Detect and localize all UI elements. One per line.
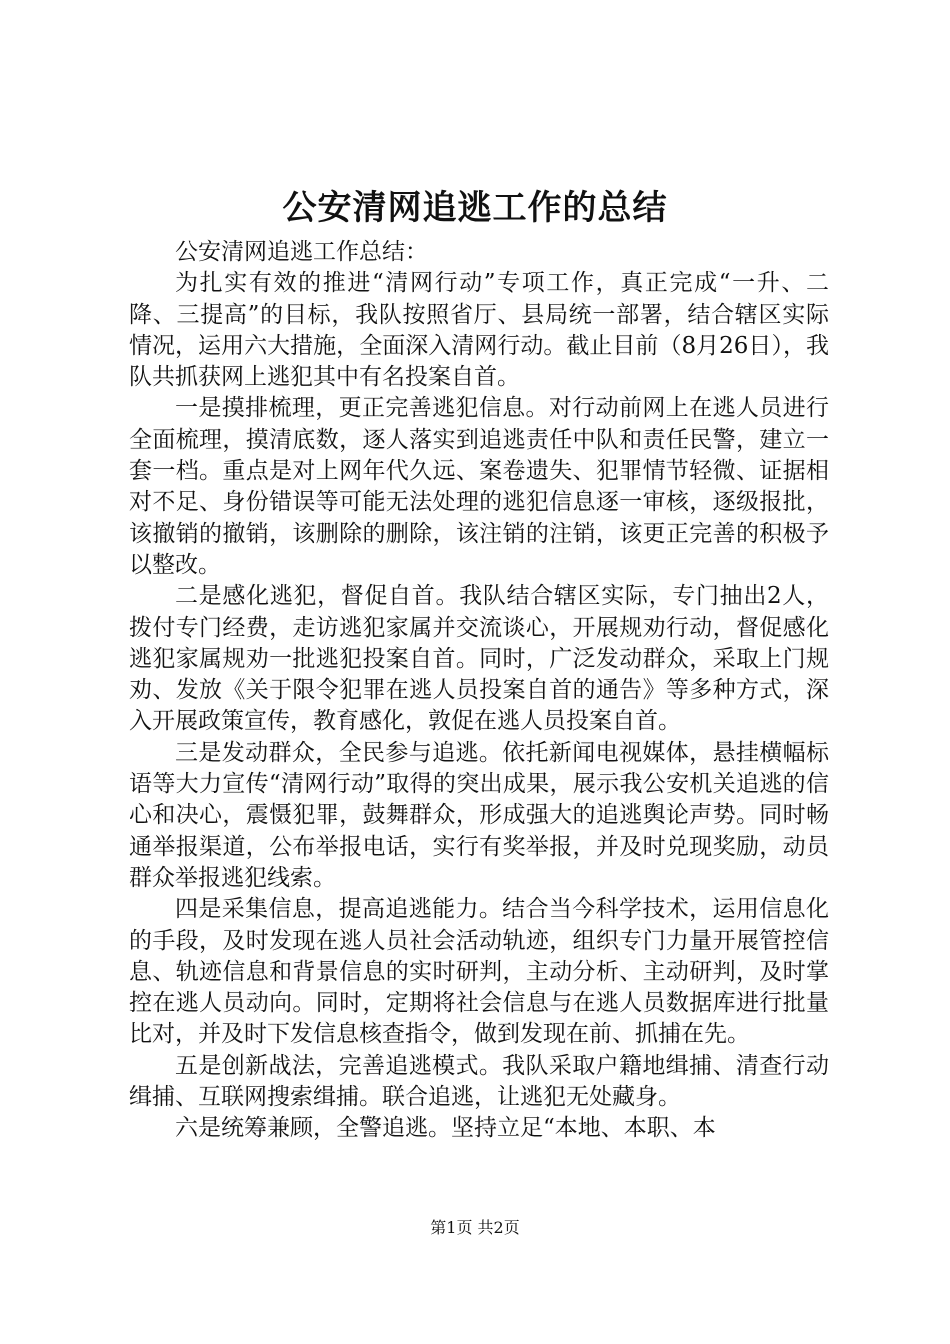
page-indicator: 第1页 共2页 — [430, 1218, 520, 1237]
paragraph-measure-2: 二是感化逃犯，督促自首。我队结合辖区实际，专门抽出2人，拨付专门经费，走访逃犯家属并交流谈心，开展规劝行动，督促感化逃犯家属规劝一批逃犯投案自首。同时，广泛发动群众，采取上门规劝、发放《关于限令犯罪在逃人员投案自首的通告》等多种方式，深入开展政策宣传，教育感化，敦促在逃人员投案自首。 — [129, 583, 829, 735]
paragraph-measure-1: 一是摸排梳理，更正完善逃犯信息。对行动前网上在逃人员进行全面梳理，摸清底数，逐人落实到追逃责任中队和责任民警，建立一套一档。重点是对上网年代久远、案卷遗失、犯罪情节轻微、证据相对不足、身份错误等可能无法处理的逃犯信息逐一审核，逐级报批，该撤销的撤销，该删除的删除，该注销的注销，该更正完善的积极予以整改。 — [129, 395, 829, 578]
paragraph-overview: 为扎实有效的推进“清网行动”专项工作，真正完成“一升、二降、三提高”的目标，我队按照省厅、县局统一部署，结合辖区实际情况，运用六大措施，全面深入清网行动。截止目前（8月26日），我队共抓获网上逃犯其中有名投案自首。 — [129, 270, 829, 391]
paragraph-measure-5: 五是创新战法，完善追逃模式。我队采取户籍地缉捕、清查行动缉捕、互联网搜索缉捕。联合追逃，让逃犯无处藏身。 — [129, 1052, 829, 1111]
document-title: 公安清网追逃工作的总结 — [282, 188, 668, 228]
paragraph-measure-4: 四是采集信息，提高追逃能力。结合当今科学技术，运用信息化的手段，及时发现在逃人员社会活动轨迹，组织专门力量开展管控信息、轨迹信息和背景信息的实时研判，主动分析、主动研判，及时掌控在逃人员动向。同时，定期将社会信息与在逃人员数据库进行批量比对，并及时下发信息核查指令，做到发现在前、抓捕在先。 — [129, 896, 829, 1048]
paragraph-intro: 公安清网追逃工作总结： — [175, 239, 428, 265]
document-body — [129, 237, 829, 1145]
paragraph-measure-3: 三是发动群众，全民参与追逃。依托新闻电视媒体，悬挂横幅标语等大力宣传“清网行动”取得的突出成果，展示我公安机关追逃的信心和决心，震慑犯罪，鼓舞群众，形成强大的追逃舆论声势。同时畅通举报渠道，公布举报电话，实行有奖举报，并及时兑现奖励，动员群众举报逃犯线索。 — [129, 739, 829, 891]
paragraph-measure-6: 六是统筹兼顾，全警追逃。坚持立足“本地、本职、本 — [175, 1115, 716, 1142]
